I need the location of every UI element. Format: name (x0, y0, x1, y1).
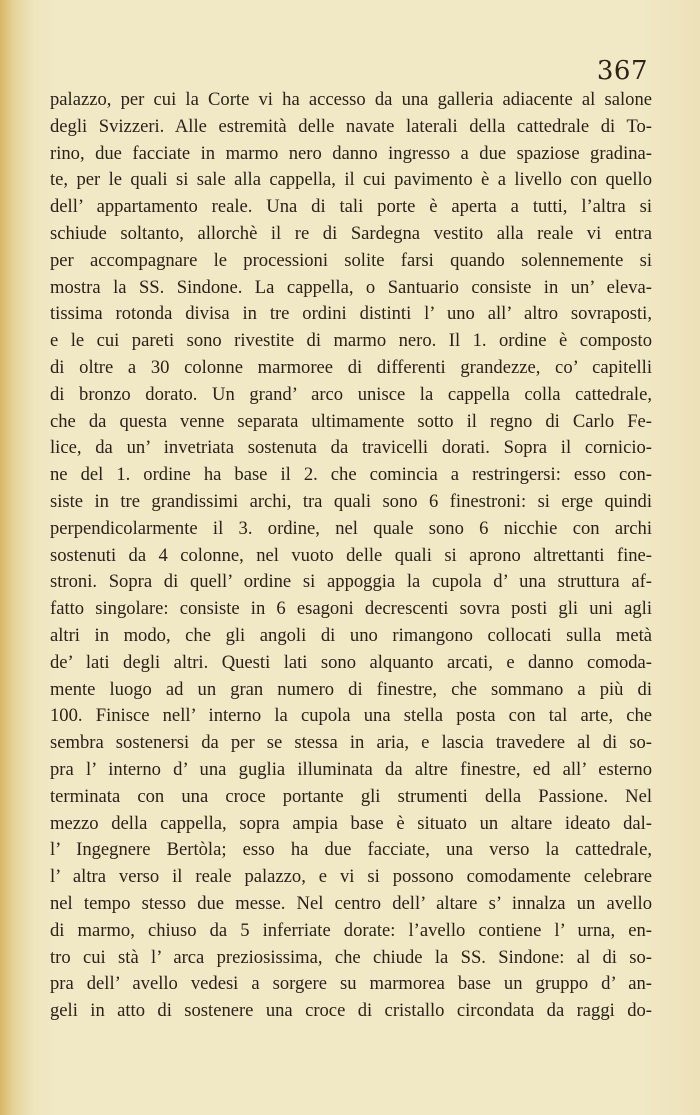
text-line: altri in modo, che gli angoli di uno rimangono collocati sulla metà (50, 624, 652, 646)
text-line: sembra sostenersi da per se stessa in aria, e lascia travedere al di so- (50, 732, 652, 754)
text-line: siste in tre grandissimi archi, tra quali sono 6 finestroni: si erge quindi (50, 490, 652, 512)
text-line: perpendicolarmente il 3. ordine, nel quale sono 6 nicchie con archi (50, 517, 652, 539)
body-text (50, 87, 652, 1025)
text-line: dell’ appartamento reale. Una di tali porte è aperta a tutti, l’altra si (50, 196, 652, 218)
text-line: 100. Finisce nell’ interno la cupola una stella posta con tal arte, che (50, 705, 652, 727)
text-line: lice, da un’ invetriata sostenuta da travicelli dorati. Sopra il cornicio- (50, 437, 652, 459)
text-line: fatto singolare: consiste in 6 esagoni decrescenti sovra posti gli uni agli (50, 598, 652, 620)
text-line: l’ Ingegnere Bertòla; esso ha due facciate, una verso la cattedrale, (50, 839, 652, 861)
text-line: l’ altra verso il reale palazzo, e vi si possono comodamente celebrare (50, 866, 652, 888)
text-line: de’ lati degli altri. Questi lati sono alquanto arcati, e danno comoda- (50, 651, 652, 673)
text-line: e le cui pareti sono rivestite di marmo nero. Il 1. ordine è composto (50, 330, 652, 352)
text-line: rino, due facciate in marmo nero danno ingresso a due spaziose gradina- (50, 142, 652, 164)
text-line: tissima rotonda divisa in tre ordini distinti l’ uno all’ altro sovraposti, (50, 303, 652, 325)
text-line: sostenuti da 4 colonne, nel vuoto delle quali si aprono altrettanti fine- (50, 544, 652, 566)
page-number: 367 (596, 56, 648, 86)
text-line: degli Svizzeri. Alle estremità delle navate laterali della cattedrale di To- (50, 115, 652, 137)
text-line: di bronzo dorato. Un grand’ arco unisce la cappella colla cattedrale, (50, 383, 652, 405)
text-line: pra dell’ avello vedesi a sorgere su marmorea base un gruppo d’ an- (50, 973, 652, 995)
text-line: te, per le quali si sale alla cappella, il cui pavimento è a livello con quello (50, 169, 652, 191)
text-line: mezzo della cappella, sopra ampia base è situato un altare ideato dal- (50, 812, 652, 834)
text-line: palazzo, per cui la Corte vi ha accesso da una galleria adiacente al salone (50, 89, 652, 110)
text-line: geli in atto di sostenere una croce di cristallo circondata da raggi do- (50, 1000, 652, 1022)
text-line: mente luogo ad un gran numero di finestre, che sommano a più di (50, 678, 652, 700)
text-line: di oltre a 30 colonne marmoree di differenti grandezze, co’ capitelli (50, 356, 652, 378)
text-line: mostra la SS. Sindone. La cappella, o Santuario consiste in un’ eleva- (50, 276, 652, 298)
text-line: pra l’ interno d’ una guglia illuminata da altre finestre, ed all’ esterno (50, 758, 652, 780)
text-line: tro cui stà l’ arca preziosissima, che chiude la SS. Sindone: al di so- (50, 946, 652, 968)
text-line: ne del 1. ordine ha base il 2. che comincia a restringersi: esso con- (50, 464, 652, 486)
text-line: stroni. Sopra di quell’ ordine si appoggia la cupola d’ una struttura af- (50, 571, 652, 593)
text-line: terminata con una croce portante gli strumenti della Passione. Nel (50, 785, 652, 807)
text-line: di marmo, chiuso da 5 inferriate dorate: l’avello contiene l’ urna, en- (50, 919, 652, 941)
text-line: che da questa venne separata ultimamente sotto il regno di Carlo Fe- (50, 410, 652, 432)
text-line: schiude soltanto, allorchè il re di Sardegna vestito alla reale vi entra (50, 222, 652, 244)
text-line: nel tempo stesso due messe. Nel centro dell’ altare s’ innalza un avello (50, 892, 652, 914)
text-line: per accompagnare le processioni solite farsi quando solennemente si (50, 249, 652, 271)
